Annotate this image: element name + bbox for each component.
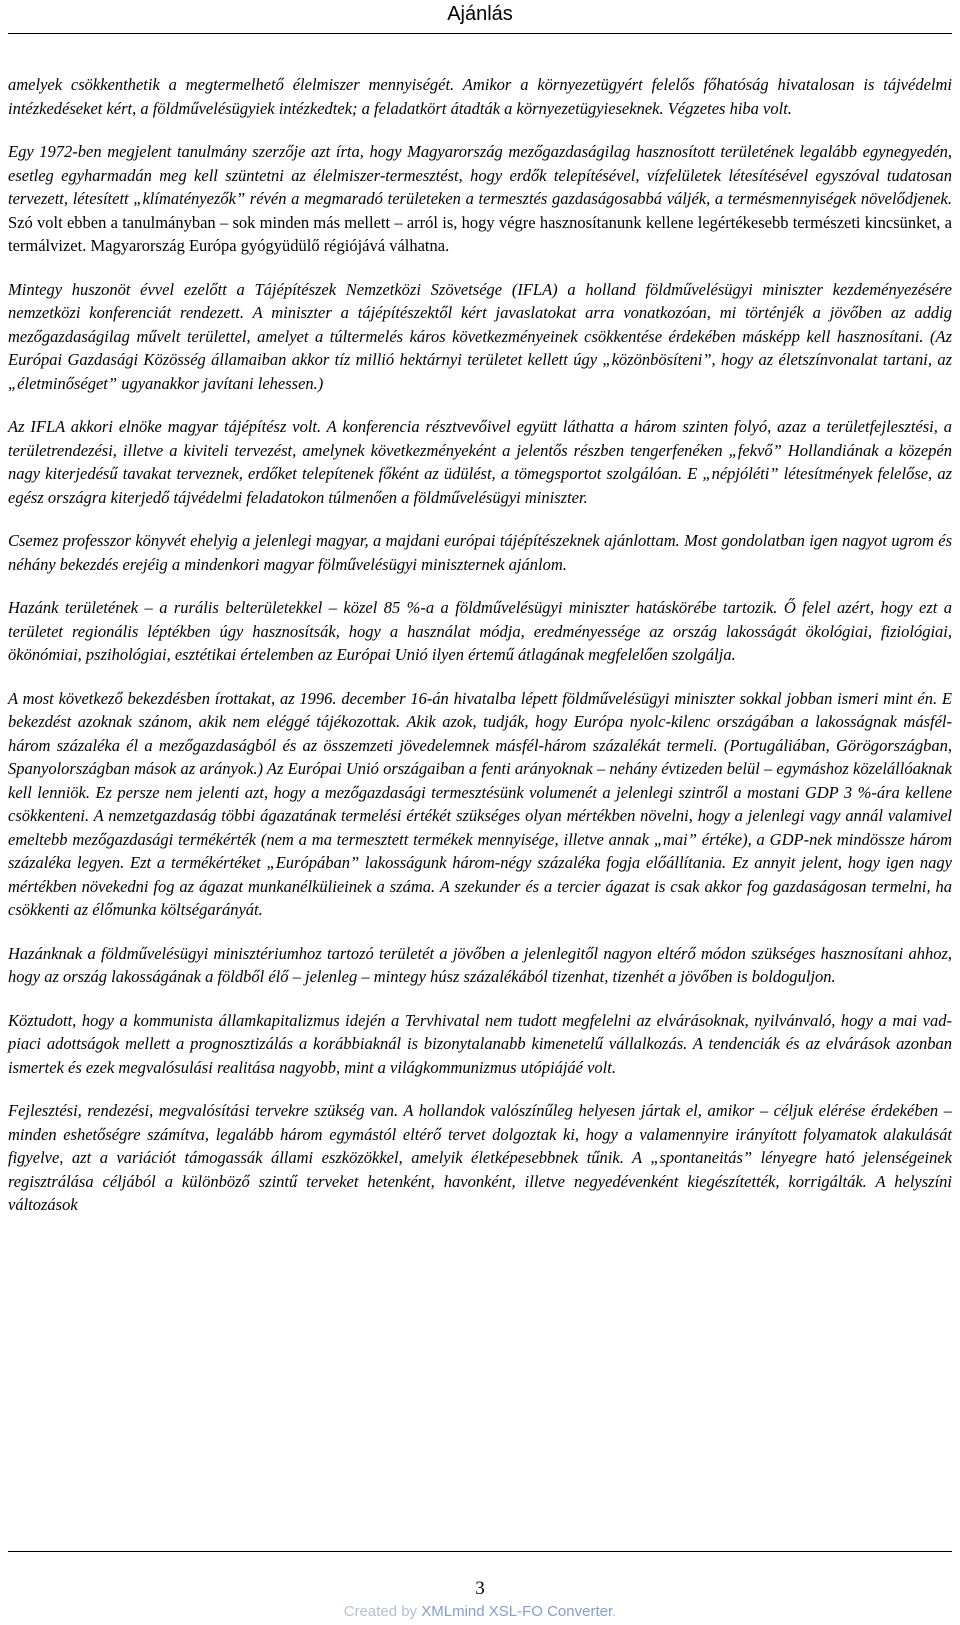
paragraph-8: Hazánknak a földművelésügyi minisztériumhoz tartozó területét a jövőben a jelenlegitől nagyon eltérő módon szükséges hasznosítani ahhoz, hogy az ország lakosságának a földből élő – jelenleg – mintegy húsz százalékából tizenhat, tizenhét a jövőben is boldoguljon.: [8, 943, 952, 986]
paragraph-10: Fejlesztési, rendezési, megvalósítási tervekre szükség van. A hollandok valószínűleg helyesen jártak el, amikor – céljuk elérése érdekében – minden eshetőségre számítva, legalább három egymástól eltérő tervet dolgoztak ki, hogy a valamennyire irányított folyamatok alakulását figyelve, azt a variációt támogassák állami eszközökkel, amelyik életképesebbnek tűnik. A „spontaneitás” lényegre ható jelenségeinek regisztrálása céljából a különböző szintű terveket hetenként, havonként, illetve negyedévenként kiegészítették, korrigálták. A helyszíni változások: [8, 1101, 952, 1214]
footer-divider: [8, 1551, 952, 1552]
header-divider: [8, 33, 952, 34]
paragraph-4: Az IFLA akkori elnöke magyar tájépítész volt. A konferencia résztvevőivel együtt láthatta a három szinten folyó, azaz a területfejlesztési, a területrendezési, illetve a kiviteli tervezést, amelynek következményeként a jelentős részben tengerfenéken „fekvő” Hollandiának a közepén nagy kiterjedésű tavakat terveznek, erdőket telepítenek főként az üdülést, a tömegsportot szolgálóan. E „népjóléti” létesítmények felelőse, az egész országra kiterjedő tájvédelmi feladatokon túlmenően a földművelésügyi miniszter.: [8, 417, 952, 507]
paragraph-7: A most következő bekezdésben írottakat, az 1996. december 16-án hivatalba lépett földművelésügyi miniszter sokkal jobban ismeri mint én. E bekezdést azoknak szánom, akik nem eléggé tájékozottak. Akik azok, tudják, hogy Európa nyolc-kilenc országában a lakosságnak másfél-három százaléka él a mezőgazdaságból és az összemzeti jövedelemnek másfél-három százalékát termeli. (Portugáliában, Görögországban, Spanyolországban mások az arányok.) Az Európai Unió országaiban a fenti arányoknak – nehány évtizeden belül – egymáshoz közelállóaknak kell lenniök. Ez persze nem jelenti azt, hogy a mezőgazdasági termesztésünk volumenét a jelenlegi szintről a mostani GDP 3 %-ára kellene csökkenteni. A nemzetgazdaság többi ágazatának termelési értékét szükséges olyan mértékben növelni, hogy a jelenlegi vagy annál valamivel emeltebb mezőgazdasági termékérték (nem a ma termesztett termékek mennyisége, illetve annak „mai” értéke), a GDP-nek mindössze három százaléka legyen. Ezt a termékértéket „Európában” lakosságunk három-négy százaléka fogja előállítania. Ez annyit jelent, hogy igen nagy mértékben növekedni fog az ágazat munkanélkülieinek a száma. A szekunder és a tercier ágazat is csak akkor fog gazdaságosan termelni, ha csökkenti az élőmunka költségarányát.: [8, 688, 952, 919]
credit-suffix: .: [612, 1603, 617, 1620]
credit-link[interactable]: XMLmind XSL-FO Converter: [421, 1603, 613, 1620]
paragraph-2: [8, 140, 952, 258]
page-number: 3: [475, 1578, 485, 1599]
paragraph-3: Mintegy huszonöt évvel ezelőtt a Tájépítészek Nemzetközi Szövetsége (IFLA) a holland földművelésügyi miniszter kezdeményezésére nemzetközi konferenciát rendezett. A miniszter a tájépítészektől kért javaslatokat arra vonatkozóan, mi történjék a jövőben az addig mezőgazdaságilag művelt területtel, amelyet a túltermelés káros következményeinek csökkentése érdekében másképp kell hasznosítani. (Az Európai Gazdasági Közösség államaiban akkor tíz millió hektárnyi területet kellett úgy „közönbösíteni”, hogy az életszínvonalat tartani, az „életminőséget” ugyanakkor javítani lehessen.): [8, 279, 952, 393]
paragraph-2-italic: Egy 1972-ben megjelent tanulmány szerzője azt írta, hogy Magyarország mezőgazdaságilag hasznosított területének legalább egynegyedén, esetleg egyharmadán meg kell szüntetni az élelmiszer-termesztést, hogy erdők telepítésével, vízfelületek létesítésével egyszóval tudatosan tervezett, létesített „klímatényezők” révén a megmaradó területeken a termesztés gazdaságosabbá váljék, a termésmennyiségek növelődjenek.: [8, 142, 952, 208]
paragraph-9: Köztudott, hogy a kommunista államkapitalizmus idején a Tervhivatal nem tudott megfelelni az elvárásoknak, nyilvánvaló, hogy a mai vad-piaci adottságok mellett a prognosztizálás a korábbiaknál is bizonytalanabb kimenetelű vállalkozás. A tendenciák és az elvárások azonban ismertek és ezek megvalósulási realitása nagyobb, mint a világkommunizmus utópiájáé volt.: [8, 1010, 952, 1077]
paragraph-5: Csemez professzor könyvét ehelyig a jelenlegi magyar, a majdani európai tájépítészeknek ajánlottam. Most gondolatban igen nagyot ugrom és néhány bekezdés erejéig a mindenkori magyar fölművelésügyi miniszternek ajánlom.: [8, 531, 952, 574]
page-header: [0, 0, 960, 44]
credit-prefix: Created by: [343, 1603, 422, 1620]
paragraph-2-upright: Szó volt ebben a tanulmányban – sok minden más mellett – arról is, hogy végre hasznosítanunk kellene legértékesebb természeti kincsünket, a termálvizet. Magyarország Európa gyógyüdülő régiójává válhatna.: [8, 212, 952, 255]
paragraph-1: amelyek csökkenthetik a megtermelhető élelmiszer mennyiségét. Amikor a környezetügyért felelős főhatóság hivatalosan is tájvédelmi intézkedéseket kért, a földművelésügyiek intézkedtek; a feladatkört átadták a környezetügyieseknek. Végzetes hiba volt.: [8, 75, 952, 118]
converter-credit: [0, 1603, 960, 1621]
header-title: Ajánlás: [447, 3, 513, 25]
document-body: [8, 73, 952, 1237]
paragraph-6: Hazánk területének – a rurális belterületekkel – közel 85 %-a a földművelésügyi miniszter hatáskörébe tartozik. Ő felel azért, hogy ezt a területet regionális léptékben úgy hasznosítsák, hogy a használat módja, eredményessége az ország lakosságát ökológiai, fiziológiai, ökönómiai, pszihológiai, esztétikai értelemben az Európai Unió ilyen értemű átlagának megfelelően szolgálja.: [8, 598, 952, 664]
